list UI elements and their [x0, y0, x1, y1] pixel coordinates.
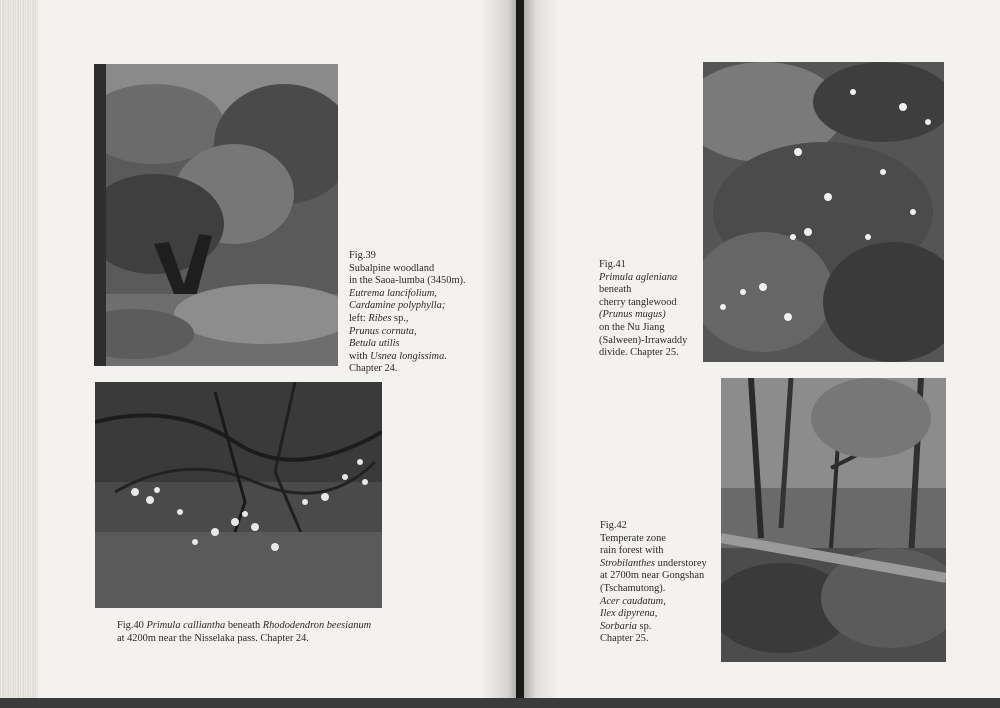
fig39-caption-line: Subalpine woodland	[349, 262, 435, 274]
fig42-caption-text: understorey	[655, 557, 707, 569]
fig42-caption	[600, 520, 707, 646]
fig39-caption-text: .	[444, 350, 447, 362]
fig42-caption-line: (Tschamutong).	[600, 582, 666, 594]
book-spine	[516, 0, 524, 708]
fig39-caption-species: Usnea longissima	[370, 350, 445, 362]
fig41-photo	[703, 62, 944, 362]
fig39-caption-text: left:	[349, 312, 369, 324]
fig39-caption	[349, 250, 466, 376]
bottom-edge	[0, 698, 1000, 708]
fig39-caption-species: Betula utilis	[349, 338, 400, 350]
fig39-caption-species: Eutrema lancifolium,	[349, 287, 437, 299]
fig42-caption-line: Temperate zone	[600, 532, 666, 544]
fig41-caption-line: on the Nu Jiang	[599, 321, 665, 333]
fig39-caption-species: Prunus cornuta,	[349, 325, 417, 337]
page-edges	[0, 0, 38, 708]
fig41-caption-line: cherry tanglewood	[599, 296, 677, 308]
gutter-shadow-left	[480, 0, 520, 708]
fig41-caption-line: beneath	[599, 284, 632, 296]
fig40-caption	[117, 620, 371, 645]
fig40-caption-text: beneath	[225, 620, 263, 631]
fig39-caption-text: sp.,	[391, 312, 409, 324]
fig39-photo	[94, 64, 338, 366]
fig39-caption-line	[349, 313, 466, 326]
fig39-caption-text: with	[349, 350, 371, 362]
fig41-caption-species: Primula agleniana	[599, 271, 678, 283]
fig41-caption-line: (Salween)-Irrawaddy	[599, 334, 688, 346]
fig39-caption-species: Ribes	[368, 312, 392, 324]
fig40-caption-species: Rhododendron beesianum	[262, 620, 372, 631]
fig42-caption-species: Strobilanthes	[600, 557, 656, 569]
fig42-caption-species: Acer caudatum,	[600, 595, 666, 607]
gutter-shadow-right	[520, 0, 560, 708]
fig41-caption-chapter: divide. Chapter 25.	[599, 347, 679, 359]
fig42-caption-species: Sorbaria	[600, 620, 637, 632]
fig40-caption-line: at 4200m near the Nisselaka pass. Chapter 24.	[117, 632, 309, 644]
fig42-caption-species: Ilex dipyrena,	[600, 608, 658, 620]
fig39-caption-chapter: Chapter 24.	[349, 363, 398, 375]
fig42-caption-line: Fig.42	[600, 520, 627, 531]
fig39-caption-line: Fig.39	[349, 250, 376, 261]
fig39-caption-line: in the Saoa-lumba (3450m).	[349, 275, 466, 287]
fig42-caption-chapter: Chapter 25.	[600, 633, 649, 645]
fig40-caption-species: Primula calliantha	[146, 620, 226, 631]
fig42-caption-line: at 2700m near Gongshan	[600, 570, 705, 582]
fig41-caption-line: Fig.41	[599, 259, 626, 270]
fig42-caption-text: sp.	[636, 620, 652, 632]
fig39-caption-species: Cardamine polyphylla;	[349, 300, 446, 312]
fig42-caption-line: rain forest with	[600, 545, 664, 557]
fig42-caption-line	[600, 558, 707, 571]
fig42-caption-line	[600, 621, 707, 634]
fig41-caption	[599, 259, 687, 360]
fig41-caption-species: (Prunus mugus)	[599, 309, 666, 321]
fig42-photo	[721, 378, 946, 662]
fig40-caption-line	[117, 620, 371, 633]
fig40-caption-text: Fig.40	[117, 620, 147, 631]
fig39-caption-line	[349, 351, 466, 364]
fig40-photo	[95, 382, 382, 608]
